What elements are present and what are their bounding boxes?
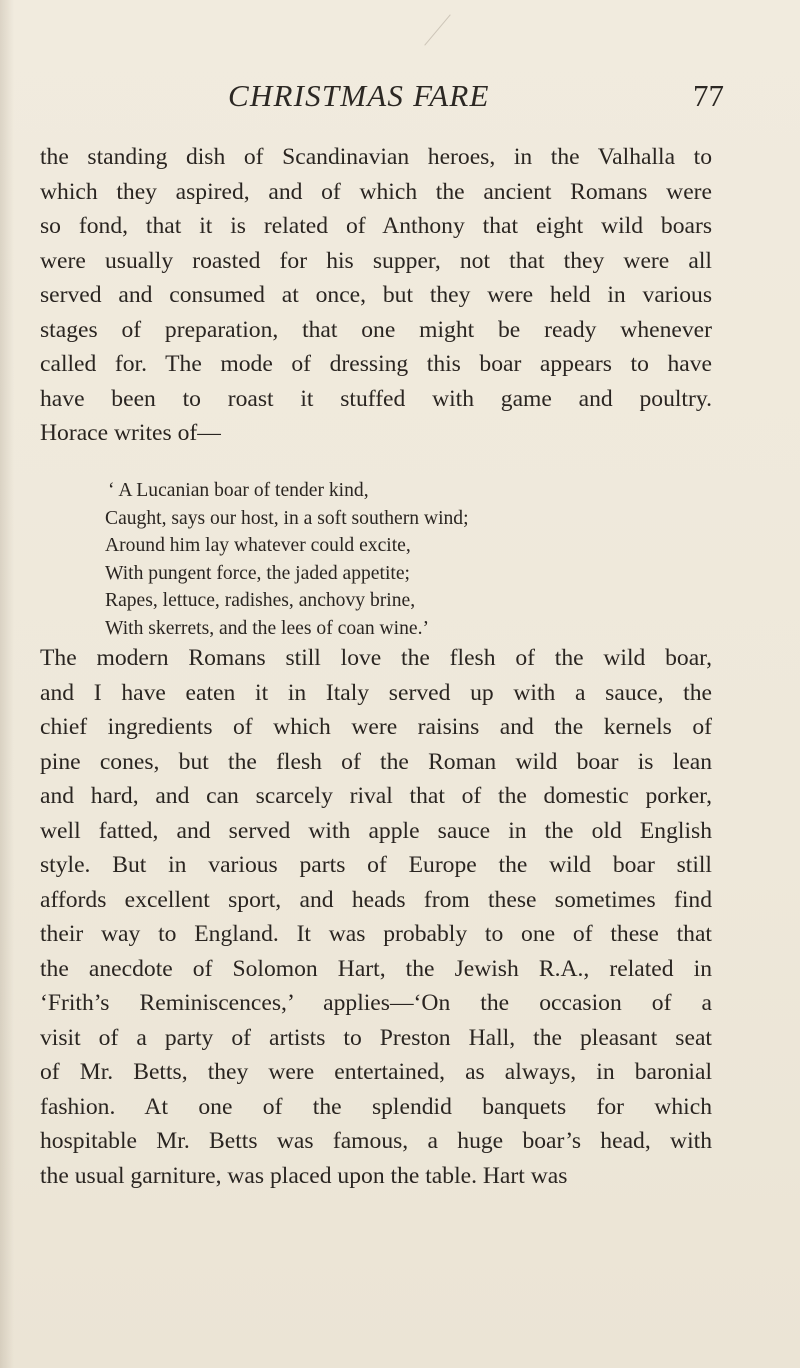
verse-line: Rapes, lettuce, radishes, anchovy brine,	[105, 590, 416, 612]
running-head: CHRISTMAS FARE	[228, 78, 490, 113]
text-line: fashion. At one of the splendid banquets for which	[40, 1093, 712, 1120]
verse-line: Around him lay whatever could excite,	[105, 535, 411, 557]
text-line: hospitable Mr. Betts was famous, a huge boar’s head, with	[40, 1128, 712, 1154]
text-line: Horace writes of—	[40, 420, 221, 446]
text-line: chief ingredients of which were raisins and the kernels of	[40, 714, 712, 740]
text-line: stages of preparation, that one might be ready whenever	[40, 316, 712, 343]
text-line: and hard, and can scarcely rival that of the domestic porker,	[40, 783, 712, 809]
text-line: their way to England. It was probably to one of these that	[40, 921, 712, 947]
page-gutter-shadow	[0, 0, 14, 1368]
page-header	[0, 78, 800, 118]
text-line: called for. The mode of dressing this boar appears to have	[40, 351, 712, 377]
text-line: so fond, that it is related of Anthony that eight wild boars	[40, 213, 712, 239]
text-line: have been to roast it stuffed with game and poultry.	[40, 385, 712, 412]
verse-line: ‘ A Lucanian boar of tender kind,	[108, 480, 369, 501]
text-line: of Mr. Betts, they were entertained, as always, in baronial	[40, 1059, 712, 1085]
text-line: the anecdote of Solomon Hart, the Jewish R.A., related in	[40, 955, 712, 982]
text-line: the standing dish of Scandinavian heroes, in the Valhalla to	[40, 144, 712, 170]
verse-line: With pungent force, the jaded appetite;	[105, 562, 410, 584]
text-line: well fatted, and served with apple sauce in the old English	[40, 817, 712, 844]
text-line: ‘Frith’s Reminiscences,’ applies—‘On the occasion of a	[40, 990, 712, 1016]
verse-line: Caught, says our host, in a soft southern wind;	[105, 507, 469, 529]
text-line: affords excellent sport, and heads from these sometimes find	[40, 886, 712, 913]
paragraph-1	[40, 140, 712, 451]
text-line: which they aspired, and of which the ancient Romans were	[40, 178, 712, 205]
text-line: were usually roasted for his supper, not that they were all	[40, 247, 712, 274]
verse-quotation	[105, 477, 625, 643]
paper-scratch-mark	[424, 14, 450, 45]
text-line: and I have eaten it in Italy served up with a sauce, the	[40, 679, 712, 706]
text-line: The modern Romans still love the flesh of the wild boar,	[40, 645, 712, 671]
text-line: served and consumed at once, but they were held in various	[40, 282, 712, 308]
paragraph-2	[40, 641, 712, 1193]
text-line: pine cones, but the flesh of the Roman wild boar is lean	[40, 748, 712, 775]
text-line: the usual garniture, was placed upon the table. Hart was	[40, 1162, 568, 1189]
verse-line: With skerrets, and the lees of coan wine.’	[105, 617, 430, 639]
text-line: visit of a party of artists to Preston Hall, the pleasant seat	[40, 1024, 712, 1051]
page-number: 77	[693, 78, 724, 113]
text-line: style. But in various parts of Europe the wild boar still	[40, 852, 712, 878]
